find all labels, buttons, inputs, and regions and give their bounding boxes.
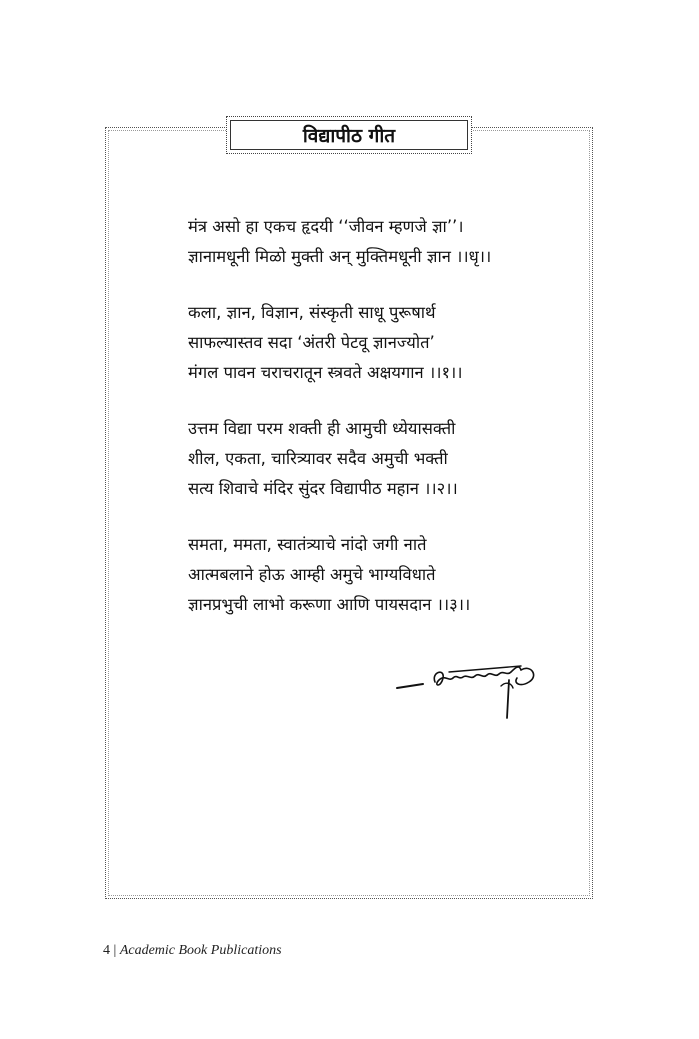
page-number: 4 | (103, 943, 117, 958)
publisher-name: Academic Book Publications (119, 943, 282, 958)
poem-line: साफल्यास्तव सदा ‘अंतरी पेटवू ज्ञानज्योत’ (188, 333, 435, 352)
stanza-1 (188, 212, 578, 272)
poem-line: आत्मबलाने होऊ आम्ही अमुचे भाग्यविधाते (188, 565, 436, 584)
title-box (226, 116, 472, 154)
stanza-2 (188, 298, 578, 388)
poem-line: ज्ञानामधूनी मिळो मुक्ती अन् मुक्तिमधूनी ज्ञान ।।धृ।। (188, 247, 492, 266)
poem-line: मंगल पावन चराचरातून स्त्रवते अक्षयगान ।।१।। (188, 363, 463, 382)
stanza-4 (188, 530, 578, 620)
stanza-3 (188, 414, 578, 504)
signature-image (393, 660, 553, 722)
poem-line: समता, ममता, स्वातंत्र्याचे नांदो जगी नाते (188, 535, 427, 554)
title-box-inner (230, 120, 468, 150)
poem-line: शील, एकता, चारित्र्यावर सदैव अमुची भक्ती (188, 449, 448, 468)
poem-body (188, 212, 578, 646)
poem-line: सत्य शिवाचे मंदिर सुंदर विद्यापीठ महान ।।२।। (188, 479, 458, 498)
poem-title: विद्यापीठ गीत (302, 125, 396, 147)
poem-line: मंत्र असो हा एकच हृदयी ‘‘जीवन म्हणजे ज्ञा’’। (188, 217, 464, 236)
poem-line: उत्तम विद्या परम शक्ती ही आमुची ध्येयासक्ती (188, 419, 456, 438)
poem-line: कला, ज्ञान, विज्ञान, संस्कृती साधू पुरूषार्थ (188, 303, 436, 322)
page-footer (103, 943, 282, 959)
poem-line: ज्ञानप्रभुची लाभो करूणा आणि पायसदान ।।३।। (188, 595, 471, 614)
